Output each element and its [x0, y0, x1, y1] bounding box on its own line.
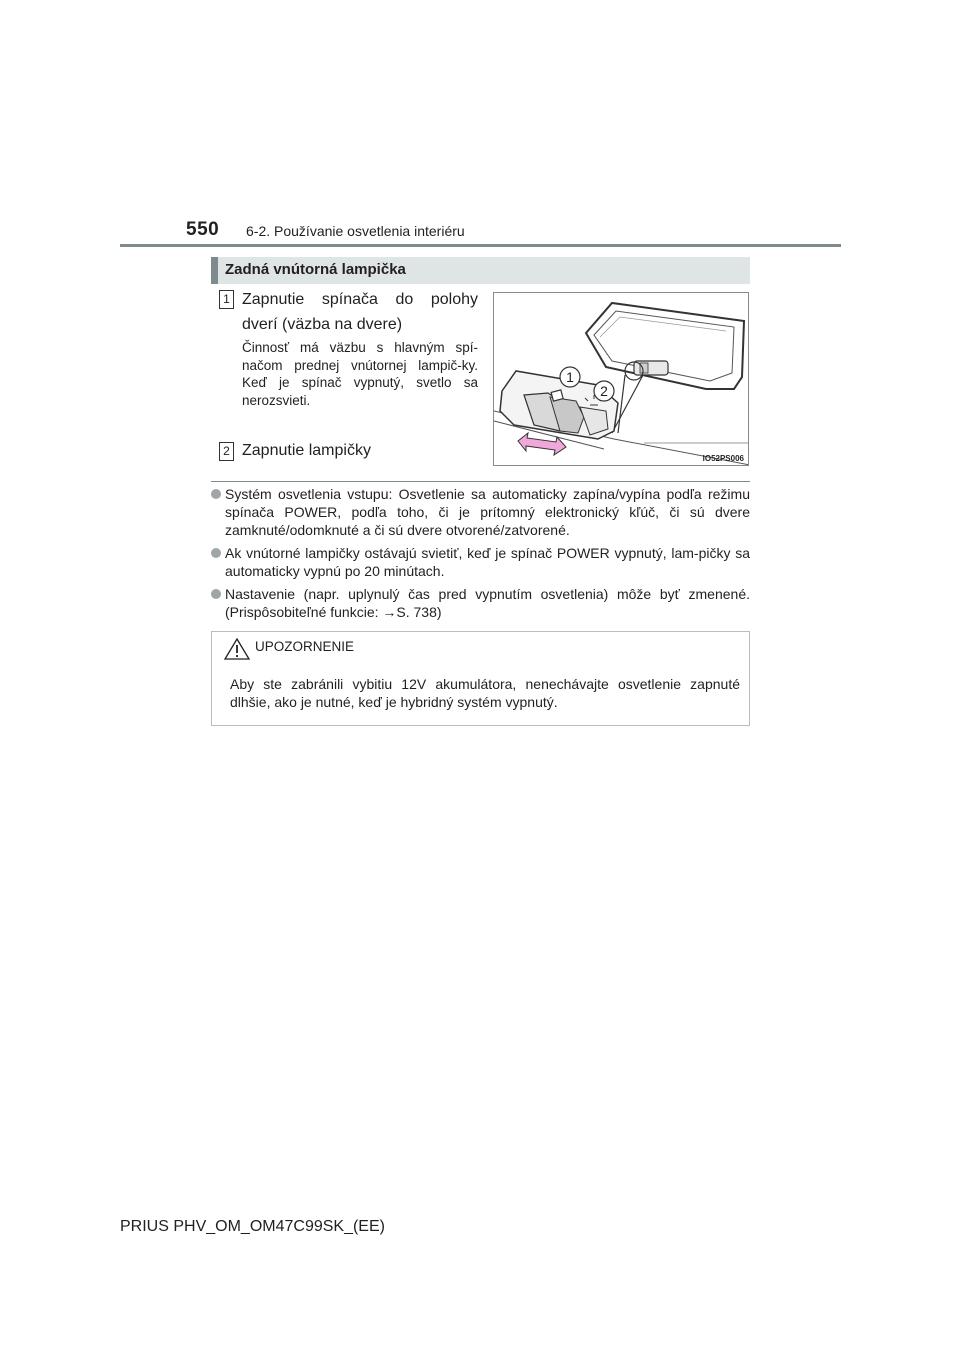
- item-2-title: Zapnutie lampičky: [242, 442, 371, 459]
- warning-header: [212, 632, 749, 662]
- bullet-dot-icon: [211, 589, 221, 599]
- subsection-heading-bar: [211, 257, 218, 284]
- lamp-illustration: [493, 292, 749, 466]
- note-text: Systém osvetlenia vstupu: Osvetlenie sa automaticky zapína/vypína podľa režimu spínača POWER, podľa toho, či je prítomný elektronický kľúč, či sú dvere zamknuté/odomknuté a či sú dvere otvorené/zatvorené.: [225, 486, 750, 538]
- lamp-switch-drawing: [494, 293, 749, 466]
- note-text: Nastavenie (napr. uplynulý čas pred vypnutím osvetlenia) môže byť zmenené. (Prispôsobiteľné funkcie: →S. 738): [225, 586, 750, 620]
- warning-text: Aby ste zabránili vybitiu 12V akumulátora, nenechávajte osvetlenie zapnuté dlhšie, ako je nutné, keď je hybridný systém vypnutý.: [230, 676, 740, 710]
- note-item: [211, 544, 750, 580]
- warning-box: [211, 631, 750, 726]
- subsection-heading: [211, 257, 750, 284]
- section-divider: [211, 481, 750, 482]
- subsection-heading-text: Zadná vnútorná lampička: [225, 261, 406, 278]
- notes-list: [211, 485, 750, 626]
- header-rule: [120, 244, 841, 247]
- page-number: 550: [186, 219, 220, 240]
- item-1-description: Činnosť má väzbu s hlavným spí-načom prednej vnútornej lampič-ky. Keď je spínač vypnutý, svetlo sa nerozsvieti.: [242, 340, 478, 408]
- warning-label: UPOZORNENIE: [255, 639, 355, 654]
- bullet-dot-icon: [211, 489, 221, 499]
- note-item: [211, 485, 750, 539]
- figure-code: IO52PS006: [702, 454, 744, 463]
- item-number-2: 2: [219, 442, 234, 461]
- document-code: PRIUS PHV_OM_OM47C99SK_(EE): [120, 1218, 385, 1235]
- callout-2-label: 2: [600, 383, 608, 399]
- item-1-title: Zapnutie spínača do polohy dverí (väzba na dvere): [242, 291, 478, 333]
- bullet-dot-icon: [211, 548, 221, 558]
- warning-triangle-icon: [224, 638, 250, 660]
- note-item: [211, 585, 750, 621]
- note-text: Ak vnútorné lampičky ostávajú svietiť, keď je spínač POWER vypnutý, lam-pičky sa automaticky vypnú po 20 minútach.: [225, 545, 750, 579]
- section-title: 6-2. Používanie osvetlenia interiéru: [246, 223, 465, 239]
- callout-1-label: 1: [566, 369, 574, 385]
- item-number-1: 1: [219, 290, 234, 309]
